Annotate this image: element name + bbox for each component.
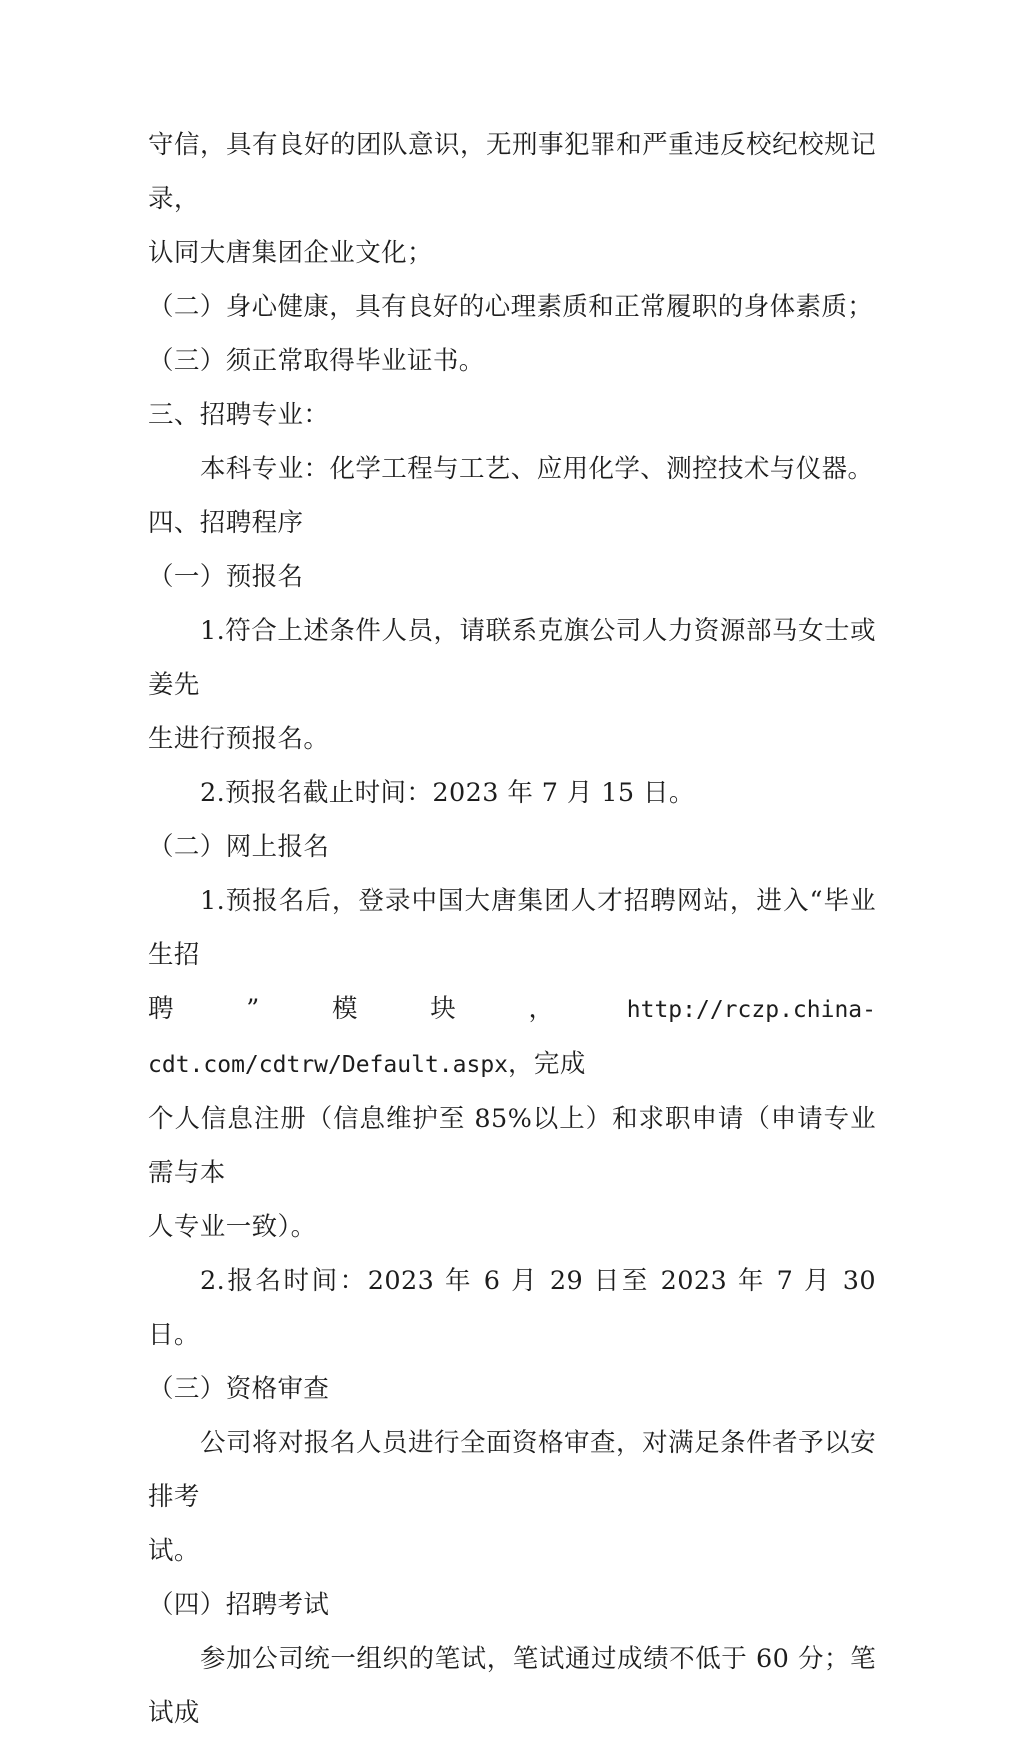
paragraph-recruitment-exam-body: 参加公司统一组织的笔试，笔试通过成绩不低于 60 分；笔试成 bbox=[148, 1644, 876, 1728]
paragraph-pre-registration-item-1-continued: 生进行预报名。 bbox=[148, 724, 330, 754]
paragraph-online-registration-url-line bbox=[148, 982, 876, 1092]
paragraph-condition-1-continued: 守信，具有良好的团队意识，无刑事犯罪和严重违反校纪校规记录， bbox=[148, 130, 876, 214]
subsection-heading-pre-registration: （一）预报名 bbox=[148, 562, 304, 592]
paragraph-qualification-review-body-continued: 试。 bbox=[148, 1536, 200, 1566]
document-body bbox=[148, 118, 876, 1740]
paragraph-online-registration-item-1: 1.预报名后，登录中国大唐集团人才招聘网站，进入“毕业生招 bbox=[148, 886, 876, 970]
paragraph-pre-registration-item-2: 2.预报名截止时间：2023 年 7 月 15 日。 bbox=[200, 778, 695, 808]
section-heading-recruitment-majors: 三、招聘专业： bbox=[148, 400, 330, 430]
subsection-heading-online-registration: （二）网上报名 bbox=[148, 832, 330, 862]
subsection-heading-recruitment-exam: （四）招聘考试 bbox=[148, 1590, 330, 1620]
paragraph-condition-3: （三）须正常取得毕业证书。 bbox=[148, 346, 485, 376]
paragraph-condition-1-continued-2: 认同大唐集团企业文化； bbox=[148, 238, 433, 268]
text-after-url: ，完成 bbox=[508, 1049, 586, 1079]
paragraph-online-registration-item-1-continued-c: 人专业一致）。 bbox=[148, 1212, 317, 1242]
paragraph-online-registration-item-1-continued-b: 个人信息注册（信息维护至 85%以上）和求职申请（申请专业需与本 bbox=[148, 1104, 876, 1188]
paragraph-online-registration-item-2: 2.报名时间：2023 年 6 月 29 日至 2023 年 7 月 30 日。 bbox=[148, 1266, 876, 1350]
paragraph-majors-list: 本科专业：化学工程与工艺、应用化学、测控技术与仪器。 bbox=[200, 454, 874, 484]
paragraph-pre-registration-item-1: 1.符合上述条件人员，请联系克旗公司人力资源部马女士或姜先 bbox=[148, 616, 876, 700]
recruitment-website-url: http://rczp.china-cdt.com/cdtrw/Default.aspx bbox=[148, 997, 876, 1078]
section-heading-recruitment-procedure: 四、招聘程序 bbox=[148, 508, 304, 538]
text-before-url: 聘”模块， bbox=[148, 994, 627, 1024]
paragraph-qualification-review-body: 公司将对报名人员进行全面资格审查，对满足条件者予以安排考 bbox=[148, 1428, 876, 1512]
paragraph-condition-2: （二）身心健康，具有良好的心理素质和正常履职的身体素质； bbox=[148, 292, 874, 322]
subsection-heading-qualification-review: （三）资格审查 bbox=[148, 1374, 330, 1404]
